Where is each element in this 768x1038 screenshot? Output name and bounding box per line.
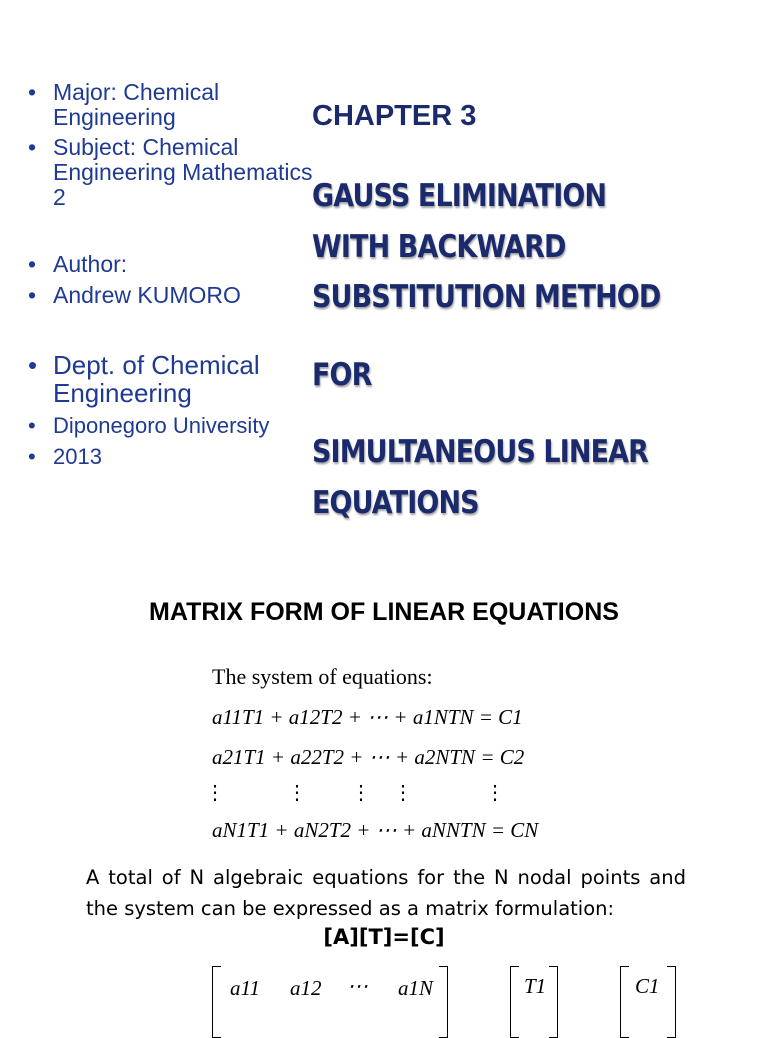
bullet-dot: • [28,251,37,277]
bullet-author-name [28,283,318,308]
vector-C [620,966,676,1036]
chapter-title: CHAPTER 3 [312,100,477,132]
subject-text: Subject: Chemical Engineering Mathematics 2 [53,134,313,210]
bullet-subject [28,135,318,210]
bullet-dot: • [28,350,38,380]
right-bracket [549,966,558,1038]
equation-text: a11T1 + a12T2 + ⋯ + a1NTN = C1 [212,705,523,729]
year-text: 2013 [53,444,102,469]
title-line-3: SUBSTITUTION METHOD [312,279,661,315]
matrix-cell: a12 [290,976,322,1000]
bullet-dot: • [28,134,37,160]
bullet-major [28,80,318,130]
bullet-dept [28,351,318,407]
bullet-author-label [28,252,318,277]
section-heading: MATRIX FORM OF LINEAR EQUATIONS [149,598,619,626]
bullet-dot: • [28,79,37,105]
title-line-5: SIMULTANEOUS LINEAR [312,434,649,470]
left-bracket [212,966,221,1038]
matrix-A [212,966,448,1036]
explanation-paragraph: A total of N algebraic equations for the N nodal points and the system can be expressed as a matrix formulation: [86,866,686,920]
equation-row-2 [212,745,524,770]
right-bracket [439,966,448,1038]
matrix-cell: ⋯ [347,974,368,998]
bullet-university [28,413,318,438]
matrix-equation [0,925,768,949]
title-line-1: GAUSS ELIMINATION [312,178,607,214]
vdots: ⋮ [393,782,413,804]
equation-row-n [212,818,538,843]
right-bracket [667,966,676,1038]
matrix-cell: a11 [230,976,260,1000]
vdots: ⋮ [287,782,307,804]
bullet-dot: • [28,444,36,469]
major-text: Major: Chemical Engineering [53,79,220,130]
vector-T [510,966,558,1036]
bullet-dot: • [28,282,37,308]
equation-text: a21T1 + a22T2 + ⋯ + a2NTN = C2 [212,745,525,769]
bullet-dot: • [28,413,36,438]
author-label-text: Author: [53,251,128,277]
left-bracket [620,966,629,1038]
dept-text: Dept. of Chemical Engineering [53,350,260,408]
info-bullets [28,80,318,469]
vector-cell: T1 [524,974,547,998]
equation-text: aN1T1 + aN2T2 + ⋯ + aNNTN = CN [212,818,539,842]
bullet-year [28,444,318,469]
title-line-4: FOR [312,357,372,393]
university-text: Diponegoro University [53,413,270,438]
matrix-equation-text: [A][T]=[C] [323,925,445,949]
equation-row-1 [212,705,523,730]
matrix-cell: a1N [398,976,434,1000]
vector-cell: C1 [635,974,660,998]
vdots: ⋮ [205,782,225,804]
author-name-text: Andrew KUMORO [53,282,241,308]
title-line-2: WITH BACKWARD [312,229,566,265]
title-line-6: EQUATIONS [312,485,479,521]
vdots: ⋮ [485,782,505,804]
left-bracket [510,966,519,1038]
system-label: The system of equations: [212,664,433,689]
vdots: ⋮ [351,782,371,804]
